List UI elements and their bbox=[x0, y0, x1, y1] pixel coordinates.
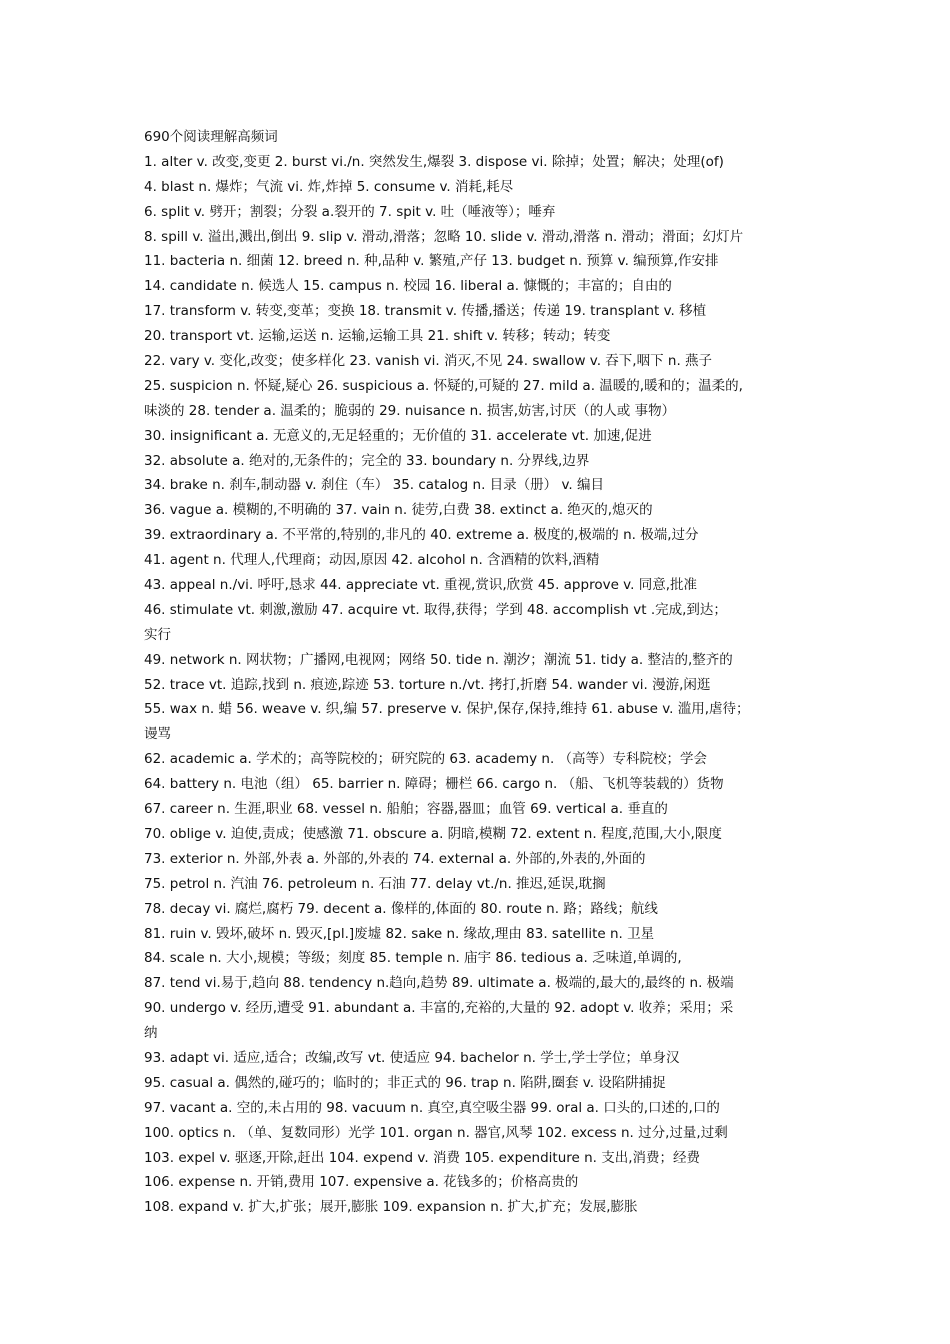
text-line: 39. extraordinary a. 不平常的,特别的,非凡的 40. extreme a. 极度的,极端的 n. 极端,过分 bbox=[144, 527, 699, 544]
text-line: 4. blast n. 爆炸；气流 vi. 炸,炸掉 5. consume v. 消耗,耗尽 bbox=[144, 178, 514, 195]
text-line: 84. scale n. 大小,规模；等级；刻度 85. temple n. 庙宇 86. tedious a. 乏味道,单调的, bbox=[144, 950, 682, 967]
text-line: 17. transform v. 转变,变革；变换 18. transmit v. 传播,播送；传递 19. transplant v. 移植 bbox=[144, 303, 707, 320]
text-line: 1. alter v. 改变,变更 2. burst vi./n. 突然发生,爆裂 3. dispose vi. 除掉；处置；解决；处理(of) bbox=[144, 153, 724, 170]
text-line: 20. transport vt. 运输,运送 n. 运输,运输工具 21. shift v. 转移；转动；转变 bbox=[144, 328, 611, 345]
text-line: 22. vary v. 变化,改变；使多样化 23. vanish vi. 消灭,不见 24. swallow v. 吞下,咽下 n. 燕子 bbox=[144, 353, 713, 370]
text-line: 49. network n. 网状物；广播网,电视网；网络 50. tide n. 潮汐；潮流 51. tidy a. 整洁的,整齐的 bbox=[144, 651, 733, 668]
text-line: 36. vague a. 模糊的,不明确的 37. vain n. 徒劳,白费 38. extinct a. 绝灭的,熄灭的 bbox=[144, 502, 653, 519]
text-line: 64. battery n. 电池（组） 65. barrier n. 障碍；栅栏 66. cargo n. （船、飞机等装载的）货物 bbox=[144, 776, 724, 793]
text-line: 14. candidate n. 候选人 15. campus n. 校园 16. liberal a. 慷慨的；丰富的；自由的 bbox=[144, 278, 672, 295]
text-line: 87. tend vi.易于,趋向 88. tendency n.趋向,趋势 89. ultimate a. 极端的,最大的,最终的 n. 极端 bbox=[144, 975, 734, 992]
text-line: 70. oblige v. 迫使,责成；使感激 71. obscure a. 阴暗,模糊 72. extent n. 程度,范围,大小,限度 bbox=[144, 825, 722, 842]
text-line: 67. career n. 生涯,职业 68. vessel n. 船舶；容器,器皿；血管 69. vertical a. 垂直的 bbox=[144, 801, 668, 818]
document-body bbox=[144, 125, 824, 1245]
text-line: 73. exterior n. 外部,外表 a. 外部的,外表的 74. external a. 外部的,外表的,外面的 bbox=[144, 850, 646, 867]
text-line: 100. optics n. （单、复数同形）光学 101. organ n. 器官,风琴 102. excess n. 过分,过量,过剩 bbox=[144, 1124, 728, 1141]
text-line: 106. expense n. 开销,费用 107. expensive a. 花钱多的；价格高贵的 bbox=[144, 1174, 579, 1191]
text-line: 纳 bbox=[144, 1025, 158, 1042]
text-line: 30. insignificant a. 无意义的,无足轻重的；无价值的 31. accelerate vt. 加速,促进 bbox=[144, 427, 652, 444]
text-line: 95. casual a. 偶然的,碰巧的；临时的；非正式的 96. trap n. 陷阱,圈套 v. 设陷阱捕捉 bbox=[144, 1074, 666, 1091]
text-line: 103. expel v. 驱逐,开除,赶出 104. expend v. 消费 105. expenditure n. 支出,消费；经费 bbox=[144, 1149, 701, 1166]
text-line: 108. expand v. 扩大,扩张；展开,膨胀 109. expansion n. 扩大,扩充；发展,膨胀 bbox=[144, 1199, 638, 1216]
document-title: 690个阅读理解高频词 bbox=[144, 129, 278, 145]
text-line: 62. academic a. 学术的；高等院校的；研究院的 63. academy n. （高等）专科院校；学会 bbox=[144, 751, 708, 768]
text-line: 谩骂 bbox=[144, 726, 171, 743]
text-line: 11. bacteria n. 细菌 12. breed n. 种,品种 v. 繁殖,产仔 13. budget n. 预算 v. 编预算,作安排 bbox=[144, 253, 719, 270]
text-line: 52. trace vt. 追踪,找到 n. 痕迹,踪迹 53. torture n./vt. 拷打,折磨 54. wander vi. 漫游,闲逛 bbox=[144, 676, 711, 693]
text-line: 34. brake n. 刹车,制动器 v. 刹住（车） 35. catalog n. 目录（册） v. 编目 bbox=[144, 477, 604, 494]
text-line: 90. undergo v. 经历,遭受 91. abundant a. 丰富的,充裕的,大量的 92. adopt v. 收养；采用；采 bbox=[144, 1000, 734, 1017]
text-line: 75. petrol n. 汽油 76. petroleum n. 石油 77. delay vt./n. 推迟,延误,耽搁 bbox=[144, 875, 606, 892]
text-line: 97. vacant a. 空的,未占用的 98. vacuum n. 真空,真空吸尘器 99. oral a. 口头的,口述的,口的 bbox=[144, 1099, 720, 1116]
text-line: 6. split v. 劈开；割裂；分裂 a.裂开的 7. spit v. 吐（唾液等）；唾弃 bbox=[144, 203, 556, 220]
text-line: 8. spill v. 溢出,溅出,倒出 9. slip v. 滑动,滑落；忽略 10. slide v. 滑动,滑落 n. 滑动；滑面；幻灯片 bbox=[144, 228, 744, 245]
text-line: 93. adapt vi. 适应,适合；改编,改写 vt. 使适应 94. bachelor n. 学士,学士学位；单身汉 bbox=[144, 1049, 680, 1066]
text-line bbox=[144, 1220, 824, 1245]
text-line: 43. appeal n./vi. 呼吁,恳求 44. appreciate vt. 重视,赏识,欣赏 45. approve v. 同意,批准 bbox=[144, 577, 697, 594]
text-line: 味淡的 28. tender a. 温柔的；脆弱的 29. nuisance n. 损害,妨害,讨厌（的人或 事物） bbox=[144, 402, 676, 419]
text-line: 55. wax n. 蜡 56. weave v. 织,编 57. preserve v. 保护,保存,保持,维持 61. abuse v. 滥用,虐待； bbox=[144, 701, 750, 718]
text-line: 78. decay vi. 腐烂,腐朽 79. decent a. 像样的,体面的 80. route n. 路；路线；航线 bbox=[144, 900, 658, 917]
text-line: 46. stimulate vt. 刺激,激励 47. acquire vt. 取得,获得；学到 48. accomplish vt .完成,到达； bbox=[144, 601, 727, 618]
text-line: 41. agent n. 代理人,代理商；动因,原因 42. alcohol n. 含酒精的饮料,酒精 bbox=[144, 552, 600, 569]
text-line: 实行 bbox=[144, 626, 171, 643]
text-line: 81. ruin v. 毁坏,破坏 n. 毁灭,[pl.]废墟 82. sake n. 缘故,理由 83. satellite n. 卫星 bbox=[144, 925, 655, 942]
text-line: 25. suspicion n. 怀疑,疑心 26. suspicious a. 怀疑的,可疑的 27. mild a. 温暖的,暖和的；温柔的, bbox=[144, 377, 743, 394]
text-line: 32. absolute a. 绝对的,无条件的；完全的 33. boundary n. 分界线,边界 bbox=[144, 452, 590, 469]
